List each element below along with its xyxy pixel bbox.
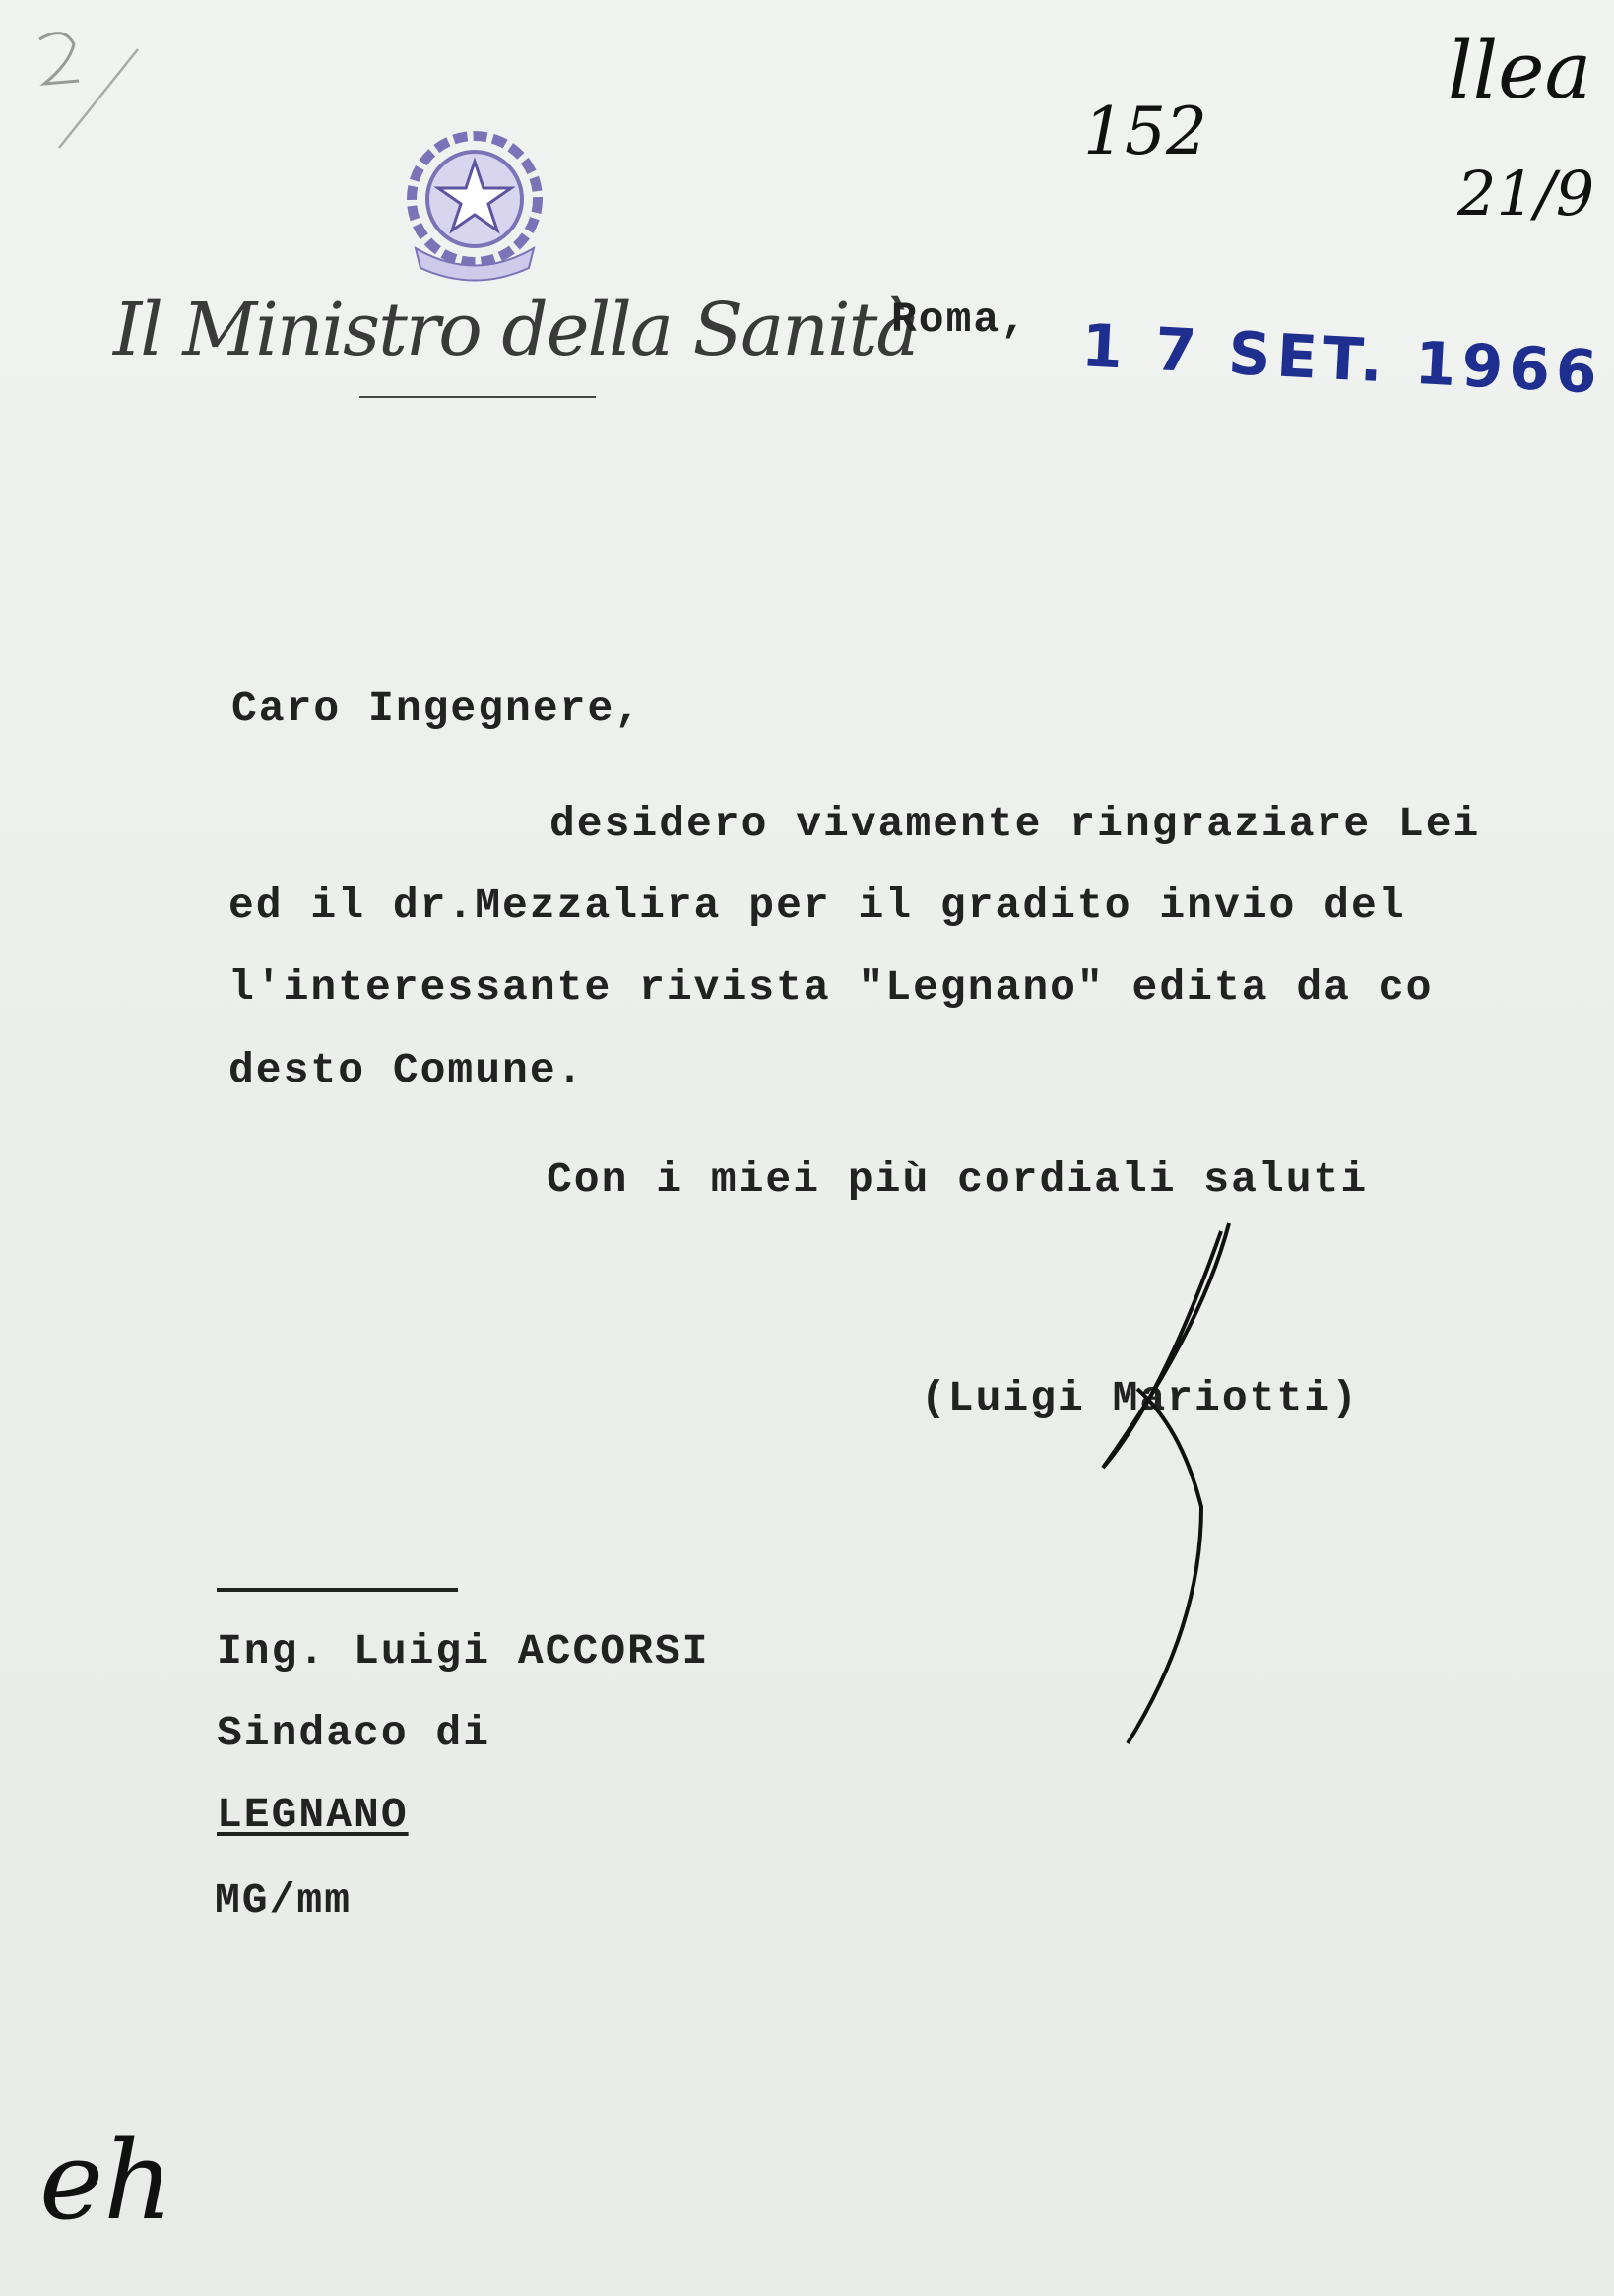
handwritten-initials: llea [1448,25,1592,116]
top-left-mark [20,10,158,158]
italian-republic-emblem-icon [396,120,553,288]
handwritten-date: 21/9 [1457,158,1595,230]
letterhead-underline [359,396,596,398]
reference-code: MG/mm [215,1876,353,1925]
recipient-name: Ing. Luigi ACCORSI [217,1627,710,1675]
recipient-rule [217,1588,458,1592]
body-line: desto Comune. [228,1046,585,1094]
typed-name: (Luigi Mariotti) [921,1374,1359,1422]
date-stamp: 1 7 SET. 1966 [1079,311,1605,408]
recipient-city: LEGNANO [217,1791,409,1839]
recipient-title: Sindaco di [217,1709,491,1757]
body-line: ed il dr.Mezzalira per il gradito invio del [228,882,1406,930]
body-line: l'interessante rivista "Legnano" edita da co [228,963,1434,1012]
body-line: desidero vivamente ringraziare Lei [549,800,1481,848]
salutation: Caro Ingegnere, [231,685,643,733]
place: Roma, [891,295,1029,344]
closing: Con i miei più cordiali saluti [547,1155,1369,1204]
handwritten-signature [1083,1212,1260,1763]
handwritten-bottom-initials: eh [39,2118,173,2244]
handwritten-number-152: 152 [1083,94,1207,169]
letterhead-title: Il Ministro della Sanità [113,288,918,372]
